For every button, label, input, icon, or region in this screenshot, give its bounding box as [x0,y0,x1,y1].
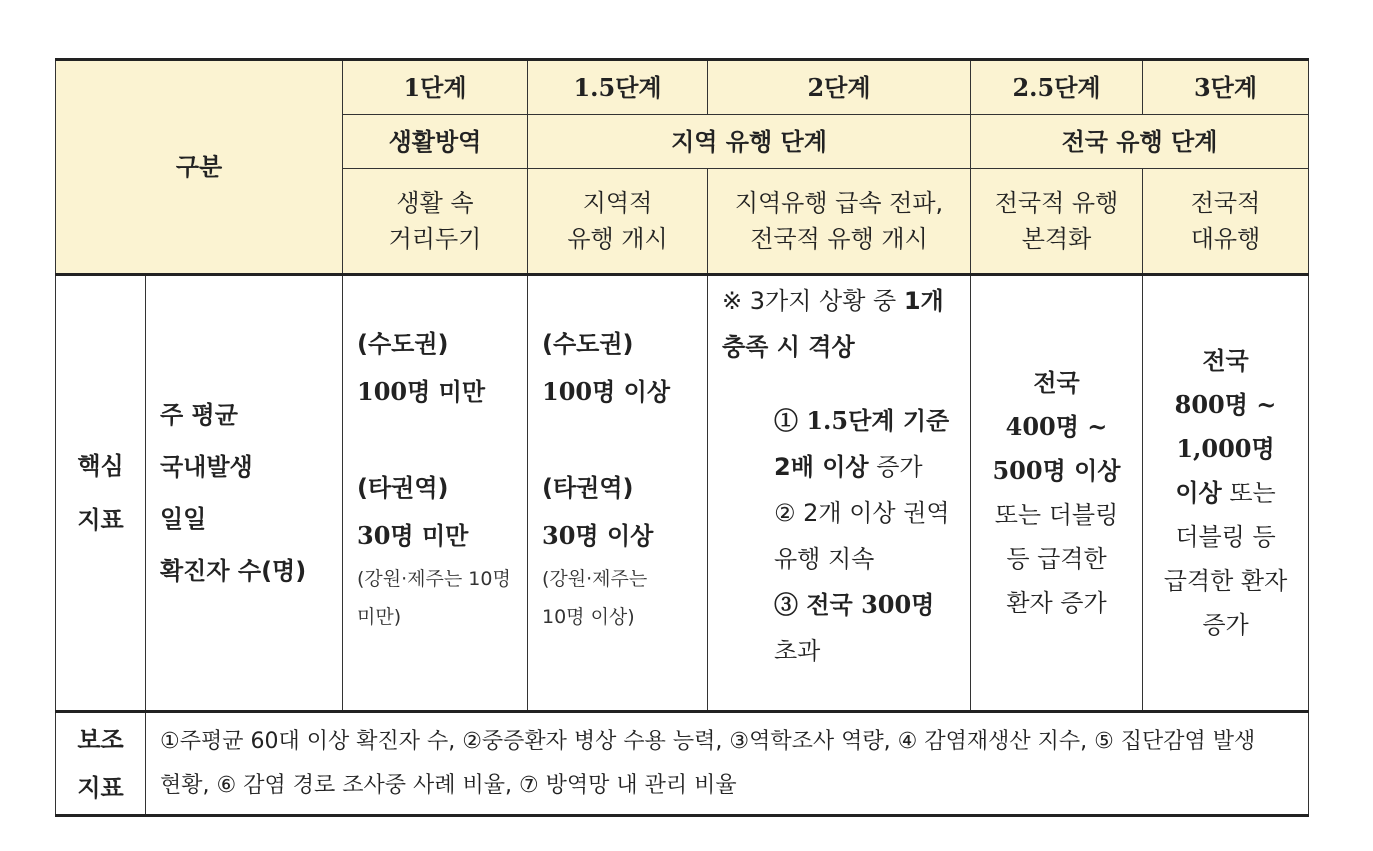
criteria-line: 400명 ~ [1005,412,1108,441]
label-line: 지표 [77,773,124,802]
stage-2-description [708,169,971,275]
criteria-line [1143,471,1308,515]
criteria-line: 또는 더블링 [994,501,1119,529]
desc-line: 유행 개시 [567,225,668,253]
criteria-line: 전국 [1202,347,1249,375]
criteria-line: 전국 [1033,369,1080,397]
note-line: 10명 이상) [542,606,635,628]
criteria-line: 환자 증가 [1006,589,1107,617]
criteria-line: 급격한 환자 [1163,567,1288,595]
aux-line: ①주평균 60대 이상 확진자 수, ②중증환자 병상 수용 능력, ③역학조사 역량, ④ 감염재생산 지수, ⑤ 집단감염 발생 [160,728,1256,754]
label-line: 보조 [77,725,124,754]
core-indicator-name [146,275,343,712]
stage-2-header: 2단계 [708,60,971,115]
stage-2-conditions [722,398,970,674]
threshold-capital: 100명 미만 [357,377,486,406]
stage-1-5-criteria [528,275,708,712]
stage-1-header: 1단계 [343,60,528,115]
aux-indicator-list [146,712,1309,816]
criteria-line: 등 급격한 [1006,545,1107,573]
region-capital: (수도권) [542,330,634,358]
aux-line: 현황, ⑥ 감염 경로 조사중 사례 비율, ⑦ 방역망 내 관리 비율 [160,772,737,798]
criteria-line: 더블링 등 [1175,523,1276,551]
desc-line: 본격화 [1021,225,1092,253]
desc-line: 대유행 [1190,225,1261,253]
note-line: 미만) [357,606,402,628]
desc-line: 지역적 [582,189,653,217]
label-line: 핵심 [77,452,124,480]
criteria-bold: 이상 [1175,479,1222,507]
condition-1-detail [774,444,970,490]
note-line: (강원·제주는 10명 [357,568,511,590]
category-header [56,60,343,275]
desc-line: 전국적 유행 개시 [750,225,928,253]
desc-line: 전국적 [1190,189,1261,217]
condition-1-bold: 2배 이상 [774,453,869,481]
condition-2-detail: 유행 지속 [774,545,875,573]
criteria-line: 증가 [1202,611,1249,639]
stage-2-criteria [708,275,971,712]
group-daily-life-quarantine: 생활방역 [343,115,528,169]
distancing-stage-table [55,58,1309,817]
indicator-line: 주 평균 [160,401,238,429]
desc-line: 전국적 유행 [994,189,1119,217]
condition-3-detail: 초과 [774,637,821,665]
criteria-line: 500명 이상 [992,456,1121,485]
category-label: 구분 [175,153,223,181]
condition-1-rest: 증가 [868,453,923,481]
stage-2-intro-line2: 충족 시 격상 [722,333,855,361]
intro-bold: 1개 [903,287,944,315]
indicator-line: 국내발생 [160,453,253,481]
stage-2-intro-line1 [722,278,970,324]
stage-2-5-description [971,169,1143,275]
desc-line: 생활 속 [396,189,474,217]
stage-1-description [343,169,528,275]
region-other: (타권역) [542,474,634,502]
aux-indicator-label [56,712,146,816]
threshold-other: 30명 이상 [542,521,654,550]
note-line: (강원·제주는 [542,568,648,590]
stage-2-5-criteria [971,275,1143,712]
stage-3-criteria [1143,275,1309,712]
stage-1-5-description [528,169,708,275]
indicator-line: 일일 [160,505,207,533]
condition-3: ③ 전국 300명 [774,590,935,619]
threshold-capital: 100명 이상 [542,377,671,406]
region-other: (타권역) [357,474,449,502]
criteria-line: 1,000명 [1176,434,1275,463]
label-line: 지표 [77,506,124,534]
desc-line: 거리두기 [388,225,482,253]
condition-2: ② 2개 이상 권역 [774,499,950,527]
indicator-line: 확진자 수(명) [160,557,307,585]
stage-1-criteria [343,275,528,712]
desc-line: 지역유행 급속 전파, [734,189,944,217]
stage-2-5-header: 2.5단계 [971,60,1143,115]
intro-text: ※ 3가지 상황 중 [722,287,904,315]
threshold-other: 30명 미만 [357,521,469,550]
criteria-rest: 또는 [1221,479,1276,507]
stage-3-header: 3단계 [1143,60,1309,115]
stage-3-description [1143,169,1309,275]
core-indicator-label [56,275,146,712]
group-national-epidemic: 전국 유행 단계 [971,115,1309,169]
condition-1: ① 1.5단계 기준 [774,406,950,435]
group-regional-epidemic: 지역 유행 단계 [528,115,971,169]
stage-1-5-header: 1.5단계 [528,60,708,115]
region-capital: (수도권) [357,330,449,358]
criteria-line: 800명 ~ [1174,390,1277,419]
